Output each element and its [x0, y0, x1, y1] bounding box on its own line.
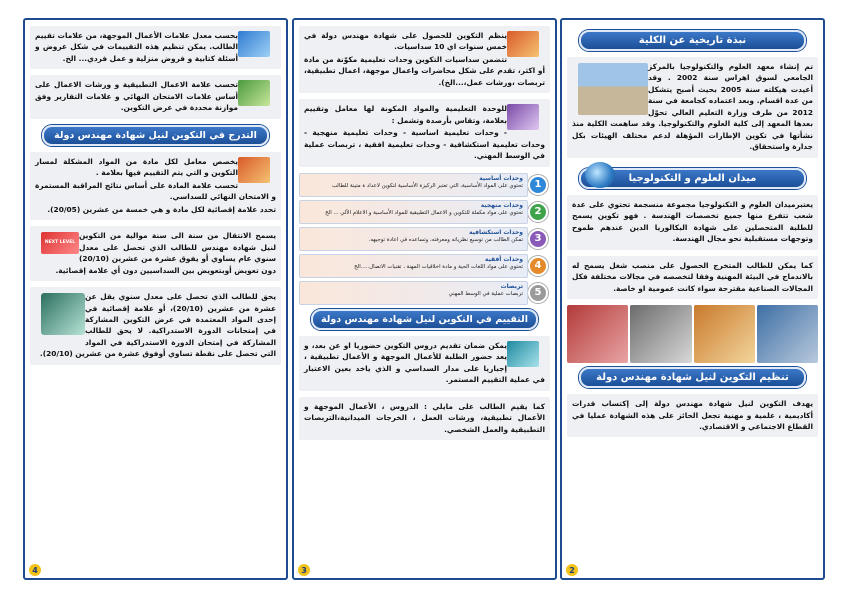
domain-box [567, 195, 818, 250]
org-text: يهدف التكوين لنيل شهادة مهندس دولة إلى إكتساب قدرات أكاديمية ، علمية و مهنية تجعل الحائز على هذه الشهادة عمليا في القطاع الاجتماعي و الاقتصادي. [572, 399, 813, 431]
unit-number: 5 [528, 283, 548, 303]
history-text: تم إنشاء معهد العلوم والتكنولوجيا بالمركز الجامعي لسوق اهراس سنة 2002 . وقد أعيدت هيكلته سنة 2005 بحيث أصبح يتشكل من عدة اقسام. وبعد اعتماده كجامعة في سنة 2012 من طرف وزارة التعليم العالي تحوّل بعدها المعهد إلى كلية العلوم والتكنولوجيا. وقد ساهمت الكلية منذ نشأتها في تكوين الإطارات المؤهلة لدعم مختلف الهيئات بكل جدارة واستحقاق. [572, 62, 814, 152]
grading-p3: يخصص معامل لكل مادة من المواد المشكلة لمسار التكوين و التي يتم التقييم فيها بعلامة . [35, 156, 238, 178]
unit-item [299, 173, 550, 197]
unit-desc: تربصات عملية في الوسط المهني [448, 290, 523, 297]
eval-title: التقييم في التكوين لنيل شهادة مهندس دولة [311, 309, 538, 330]
unit-title: وحدات أساسية [479, 174, 523, 182]
career-box [567, 256, 818, 299]
page-number: 2 [566, 564, 578, 576]
unit-number: 1 [528, 175, 548, 195]
resit-text: يحق للطالب الذي تحصل على معدل سنوي يقل عن عشرة من عشرين (20/10)، أو علامة إقصائية في إحدى المواد المعتمدة في عرض التكوين المشاركة في إمتحانات الدورة الاستدراكية. لا يحق للطالب المشاركة في إمتحان الدورة الاستدراكية في المواد التي تحصل على نقطة تساوي أوفوق عشرة من عشرين (20/10). [39, 292, 277, 359]
tp-box [30, 75, 281, 118]
unit-title: وحدات استكشافية [469, 228, 523, 236]
eval-box-2 [299, 397, 550, 440]
domain-title: ميدان العلوم و التكنولوجيا [579, 168, 806, 189]
grading-p5: تحدد علامة إقصائية لكل مادة و هي خمسة من عشرين (20/05). [47, 204, 276, 214]
org-title: تنظيم التكوين لنيل شهادة مهندس دولة [579, 367, 806, 388]
unit-number: 2 [528, 202, 548, 222]
reading-icon [507, 104, 539, 130]
eval-p2: كما يقيم الطالب على مايلي : الدروس ، الأعمال الموجهة و الأعمال تطبيقية، ورشات العمل ، الخرجات الميدانية،التربصات التطبيقية والعمل الشخصي. [304, 401, 545, 434]
grading-p4: تحسب علامة المادة على أساس نتائج المراقبة المستمرة و الامتحان النهائي للسداسي. [35, 180, 276, 202]
promotion-box [30, 226, 281, 281]
units-list [299, 173, 550, 305]
unit-desc: تحتوي على المواد الأساسية، التي تعتبر الركيزة الأساسية لتكوين لاعداد ة متينة للطالب [331, 182, 523, 189]
teacher-icon [41, 293, 85, 335]
page-number: 3 [298, 564, 310, 576]
column-right [560, 18, 825, 580]
page-number: 4 [29, 564, 41, 576]
units-box [299, 99, 550, 166]
org-box [567, 394, 818, 437]
history-title: نبذة تاريخية عن الكلية [579, 30, 806, 51]
structure-box [299, 26, 550, 93]
history-box [567, 57, 818, 158]
photo-3 [630, 305, 691, 363]
progression-title: التدرج في التكوين لنيل شهادة مهندس دولة [42, 125, 269, 146]
photo-1 [757, 305, 818, 363]
unit-desc: تحتوي على مواد اللغات الحية و مادة اخلاقيات المهنة ، تقنيات الاتصال.....الخ [354, 263, 523, 270]
books-icon [507, 31, 539, 57]
unit-title: وحدات أفقية [484, 255, 523, 263]
career-text: كما يمكن للطالب المتخرج الحصول على منصب شغل يسمح له بالاندماج في البيئة المهنية وفقا لتخصصه في مجالات مختلفة فكل المجالات الصناعية مقترحة سواء كانت عمومية او خاصة. [572, 260, 813, 293]
column-left [23, 18, 288, 580]
unit-number: 4 [528, 256, 548, 276]
campus-photo [578, 63, 648, 115]
resit-box [30, 287, 281, 365]
next-level-sign-icon: NEXT LEVEL [41, 232, 79, 254]
unit-item [299, 254, 550, 278]
classroom-icon [507, 341, 539, 367]
tp-text: تحسب علامة الاعمال التطبيقية و ورشات الاعمال على أساس علامات الامتحان النهائي و علامات التقارير وفق موازنة محددة في عرض التكوين. [35, 80, 238, 113]
unit-desc: تحتوي على مواد مكملة للتكوين و الاعمال التطبيقية للمواد الأساسية و الاعلام الآلي ... الخ [325, 209, 523, 216]
photo-2 [694, 305, 755, 363]
engineering-photos [567, 305, 818, 363]
domain-text: يعتبرميدان العلوم و التكنولوجيا مجموعة منسجمة تحتوي على عدة شعب تتفرع منها جميع تخصصات الهندسة . فهو تكوين يسمح للطلبة المتحصلين على شهادة البكالوريا الدين عندهم طموح وتوجهات مستقبلية نحو مجال الهندسة. [572, 199, 813, 244]
unit-title: وحدات منهجية [480, 201, 523, 209]
structure-p2: تتضمن سداسيات التكوين وحدات تعليمية مكوّنة من مادة أو اكثر، تقدم على شكل محاضرات واعمال موجهة، اعمال تطبيقية، تربصات ،ورشات عمل،...الخ). [304, 54, 545, 87]
unit-item [299, 227, 550, 251]
column-middle [292, 18, 557, 580]
photo-4 [567, 305, 628, 363]
lab-icon [238, 80, 270, 106]
team-icon [238, 31, 270, 57]
globe-icon [585, 162, 615, 188]
units-p4: - وحدات تعليمية اساسية - وحدات تعليمية منهجية - وحدات تعليمية استكشافية - وحدات تعليمية افقية ، تربصات عملية في الوسط المهني. [304, 128, 545, 161]
td-box [30, 26, 281, 69]
grading-box [30, 152, 281, 220]
eval-p1: يمكن ضمان تقديم دروس التكوين حضوريا او عن بعد، و يعد حضور الطلبة للأعمال الموجهة و الأعمال تطبيقية ، إجباريا على مدار السداسي و الذي ياخد بعين الاعتبار في عملية التقييم المستمر. [304, 340, 545, 385]
domain-header [567, 168, 818, 189]
unit-number: 3 [528, 229, 548, 249]
gears-icon [238, 157, 270, 183]
unit-item [299, 281, 550, 305]
units-p3: للوحدة التعليمية والمواد المكونة لها معامل وتقييم بعلامة، وتقاس بأرصدة وتشمل : [304, 104, 507, 125]
unit-title: تربصات [500, 282, 523, 290]
structure-p1: ينظم التكوين للحصول على شهادة مهندس دولة في خمس سنوات اي 10 سداسيات. [304, 31, 507, 52]
unit-item [299, 200, 550, 224]
promotion-text: يسمح الانتقال من سنة الى سنة موالية من التكوين لنيل شهادة مهندس للطالب الذي تحصل على معدل سنوي عام يساوي أو يفوق عشرة من عشرين (20/10) دون تعويض أوبتعويض بين السداسيين دون أي علامة إقصائية. [55, 231, 276, 275]
eval-box-1 [299, 336, 550, 391]
td-text: يحسب معدل علامات الأعمال الموجهة، من علامات تقييم الطالب. يمكن تنظيم هذه التقييمات في شكل عروض و أسئلة كتابية و فروض منزلية و عمل فردي... الخ. [35, 31, 238, 63]
unit-desc: تمكن الطالب من توسيع نظرياته ومعرفته، وتساعده في اعادة توجيهه. [368, 236, 523, 243]
